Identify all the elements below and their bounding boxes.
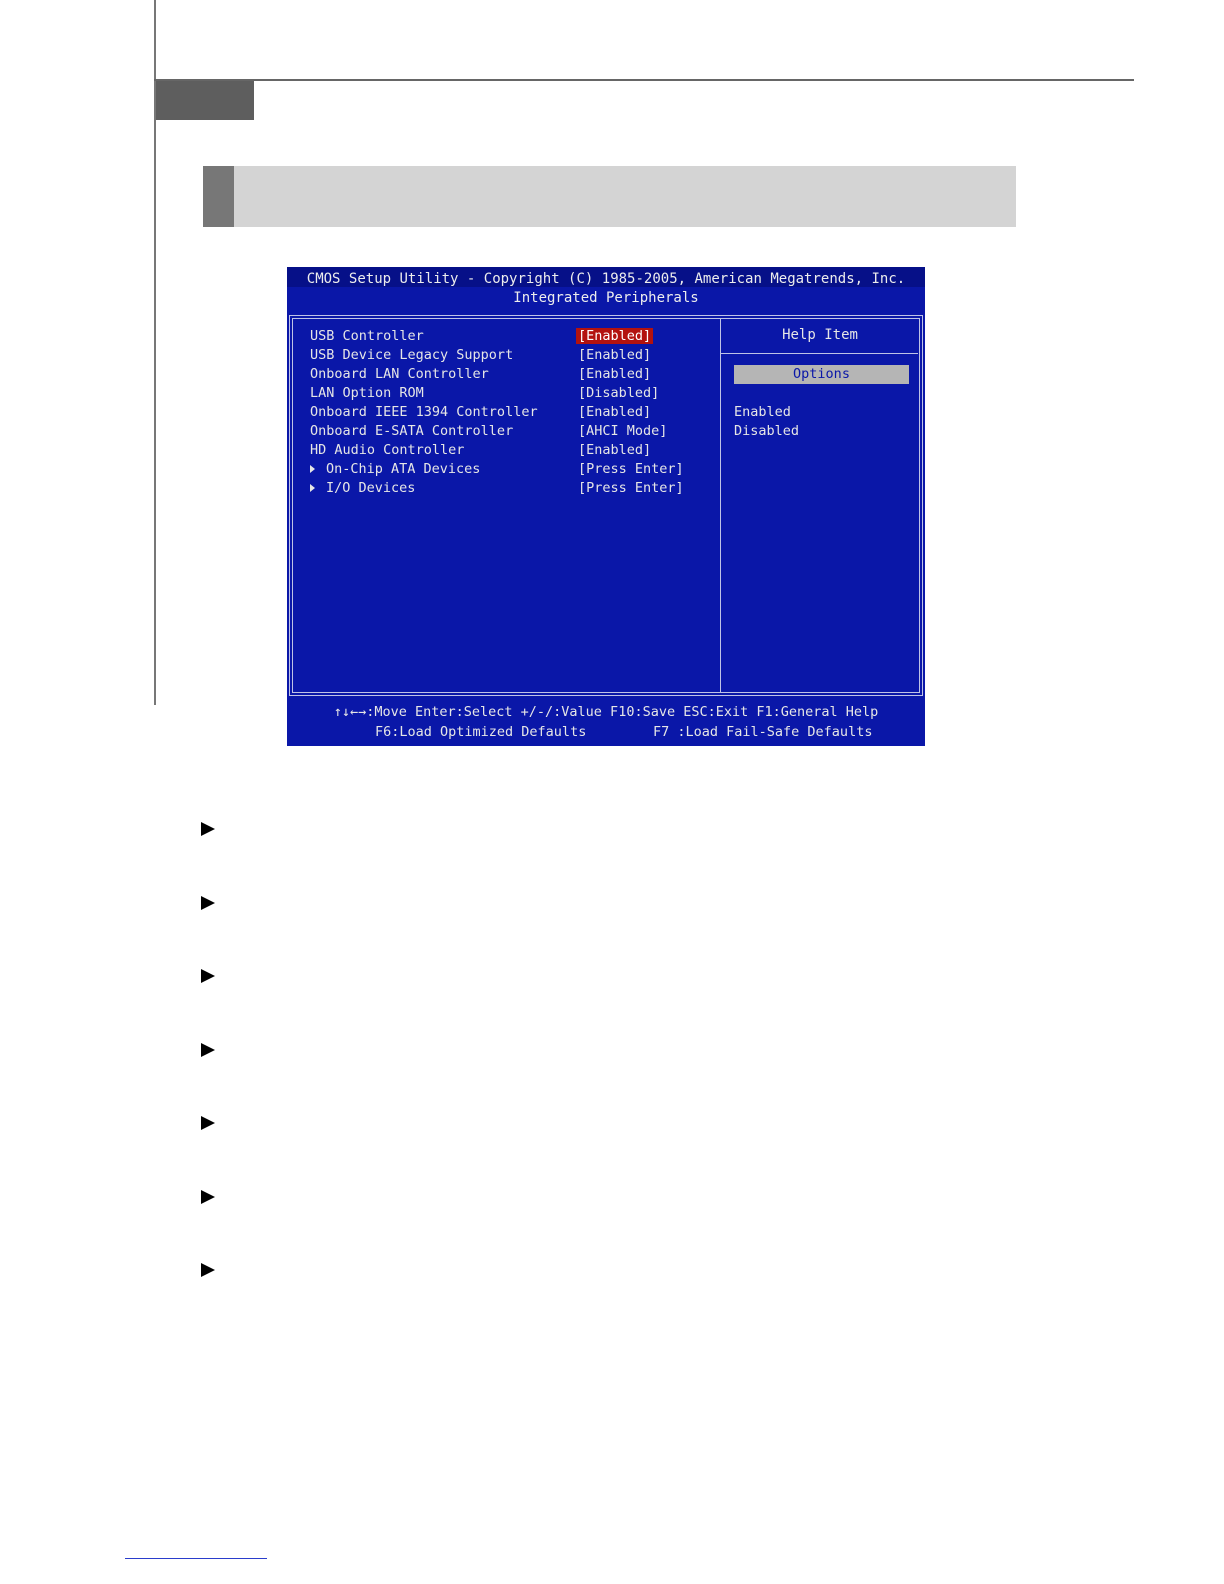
bios-panel-divider — [720, 318, 721, 693]
setting-value[interactable]: [Enabled] — [578, 366, 652, 382]
help-option: Enabled — [734, 404, 791, 420]
bullet-marker-icon — [201, 1043, 215, 1057]
setting-label: USB Controller — [310, 328, 424, 344]
setting-label: Onboard LAN Controller — [310, 366, 489, 382]
setting-usb-device-legacy-support[interactable] — [310, 347, 710, 366]
setting-value[interactable]: [Enabled] — [578, 404, 652, 420]
setting-usb-controller[interactable] — [310, 328, 710, 347]
load-optimized-defaults-hint: F6:Load Optimized Defaults — [375, 724, 587, 740]
help-option: Disabled — [734, 423, 800, 439]
submenu-arrow-icon — [310, 484, 315, 492]
setting-label: HD Audio Controller — [310, 442, 465, 458]
bios-title: CMOS Setup Utility - Copyright (C) 1985-2005, American Megatrends, Inc. — [306, 271, 906, 287]
setting-label: I/O Devices — [326, 480, 416, 496]
setting-label: On-Chip ATA Devices — [326, 461, 481, 477]
bullet-marker-icon — [201, 822, 215, 836]
section-banner — [203, 166, 1016, 227]
bios-key-legend: ↑↓←→:Move Enter:Select +/-/:Value F10:Save ESC:Exit F1:General Help — [333, 704, 879, 720]
bios-subtitle: Integrated Peripherals — [513, 290, 699, 306]
setting-label: Onboard E-SATA Controller — [310, 423, 514, 439]
setting-value[interactable]: [Enabled] — [578, 328, 652, 344]
bullet-marker-icon — [201, 896, 215, 910]
setting-value[interactable]: [Disabled] — [578, 385, 660, 401]
options-label: Options — [793, 366, 850, 382]
bullet-marker-icon — [201, 1116, 215, 1130]
submenu-arrow-icon — [310, 465, 315, 473]
setting-value[interactable]: [Enabled] — [578, 442, 652, 458]
setting-lan-option-rom[interactable] — [310, 385, 710, 404]
bullet-marker-icon — [201, 969, 215, 983]
options-bar — [734, 365, 909, 384]
section-banner-accent — [203, 166, 234, 227]
setting-label: Onboard IEEE 1394 Controller — [310, 404, 538, 420]
help-panel-divider — [721, 353, 918, 354]
setting-onboard-lan-controller[interactable] — [310, 366, 710, 385]
footer-link-rule — [125, 1558, 267, 1559]
help-item-title: Help Item — [782, 327, 858, 343]
load-fail-safe-defaults-hint: F7 :Load Fail-Safe Defaults — [653, 724, 873, 740]
setting-onboard-esata-controller[interactable] — [310, 423, 710, 442]
setting-value[interactable]: [Press Enter] — [578, 461, 684, 477]
header-rule — [154, 79, 1134, 81]
bullet-marker-icon — [201, 1263, 215, 1277]
setting-value[interactable]: [Press Enter] — [578, 480, 684, 496]
setting-onboard-ieee-1394-controller[interactable] — [310, 404, 710, 423]
setting-label: USB Device Legacy Support — [310, 347, 514, 363]
setting-label: LAN Option ROM — [310, 385, 424, 401]
header-tab — [156, 81, 254, 120]
bullet-marker-icon — [201, 1190, 215, 1204]
setting-value[interactable]: [AHCI Mode] — [578, 423, 668, 439]
submenu-io-devices[interactable] — [310, 480, 710, 499]
submenu-on-chip-ata-devices[interactable] — [310, 461, 710, 480]
setting-value[interactable]: [Enabled] — [578, 347, 652, 363]
setting-hd-audio-controller[interactable] — [310, 442, 710, 461]
bios-screenshot — [287, 267, 925, 746]
